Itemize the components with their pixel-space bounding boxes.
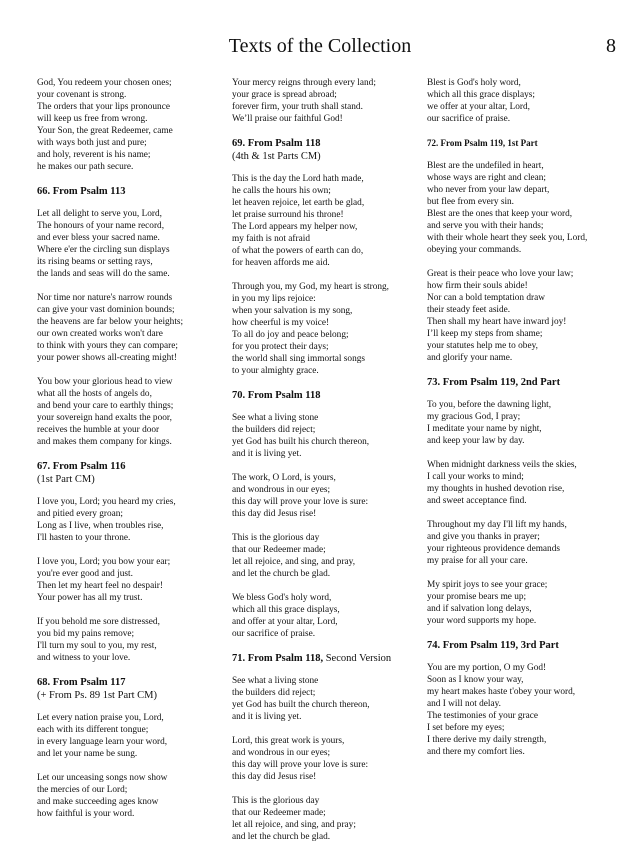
column-1 [37, 77, 222, 832]
verse-line: the builders did reject; [232, 425, 316, 435]
verse-line: my thoughts in hushed devotion rise, [427, 484, 565, 494]
verse-line: and I will not delay. [427, 699, 502, 709]
verse-line: and offer at your altar, Lord, [232, 617, 338, 627]
verse-line: and it is living yet. [232, 712, 302, 722]
hymn-section [37, 460, 222, 664]
section-subheading: (+ From Ps. 89 1st Part CM) [37, 690, 157, 701]
stanza [232, 795, 422, 843]
section-heading [427, 137, 627, 150]
verse-line: you're ever good and just. [37, 569, 133, 579]
verse-line: you bid my pains remove; [37, 629, 135, 639]
verse-line: for you protect their days; [232, 342, 329, 352]
verse-line: and pitied every groan; [37, 509, 123, 519]
verse-line: your righteous providence demands [427, 544, 560, 554]
hymn-section [232, 137, 422, 377]
verse-line: the builders did reject; [232, 688, 316, 698]
section-heading-bold: 68. From Psalm 117 [37, 677, 126, 688]
section-heading-bold: 71. From Psalm 118, [232, 653, 324, 664]
hymn-section [37, 676, 222, 820]
stanza [232, 472, 422, 520]
verse-line: and sweet acceptance find. [427, 496, 527, 506]
verse-line: We’ll praise our faithful God! [232, 114, 343, 124]
verse-line: our own created works won't dare [37, 329, 163, 339]
verse-line: your grace is spread abroad; [232, 90, 337, 100]
hymn-section [232, 652, 422, 843]
verse-line: and let the church be glad. [232, 832, 331, 842]
verse-line: Great is their peace who love your law; [427, 269, 574, 279]
verse-line: The orders that your lips pronounce [37, 102, 170, 112]
verse-line: how faithful is your word. [37, 809, 135, 819]
verse-line: that our Redeemer made; [232, 808, 326, 818]
section-heading-bold: 67. From Psalm 116 [37, 461, 126, 472]
section-body [232, 412, 422, 640]
section-body [427, 662, 627, 758]
verse-line: and wondrous in our eyes; [232, 485, 331, 495]
verse-line: and if salvation long delays, [427, 604, 532, 614]
hymn-section [427, 137, 627, 364]
verse-line: Let all delight to serve you, Lord, [37, 209, 162, 219]
verse-line: the lands and seas will do the same. [37, 269, 170, 279]
verse-line: but flee from every sin. [427, 197, 514, 207]
hymn-section [427, 376, 627, 627]
stanza [37, 712, 222, 760]
stanza [37, 292, 222, 364]
verse-line: and give you thanks in prayer; [427, 532, 540, 542]
section-body [232, 173, 422, 377]
verse-line: You are my portion, O my God! [427, 663, 547, 673]
verse-line: and let the church be glad. [232, 569, 331, 579]
verse-line: in you my lips rejoice: [232, 294, 316, 304]
verse-line: See what a living stone [232, 413, 319, 423]
verse-line: and ever bless your sacred name. [37, 233, 160, 243]
verse-line: The work, O Lord, is yours, [232, 473, 336, 483]
verse-line: this day did Jesus rise! [232, 772, 317, 782]
verse-line: and make succeeding ages know [37, 797, 159, 807]
stanza [427, 662, 627, 758]
section-body [37, 712, 222, 820]
verse-line: and wondrous in our eyes; [232, 748, 331, 758]
verse-line: our sacrifice of praise. [232, 629, 316, 639]
page-title: Texts of the Collection [228, 35, 412, 57]
verse-line: I'll turn my soul to you, my rest, [37, 641, 157, 651]
verse-line: which all this grace displays, [232, 605, 340, 615]
verse-line: this day will prove your love is sure: [232, 760, 369, 770]
verse-line: Blest is God's holy word, [427, 78, 521, 88]
verse-line: Soon as I know your way, [427, 675, 524, 685]
stanza [37, 376, 222, 448]
stanza [232, 281, 422, 377]
verse-line: your covenant is strong. [37, 90, 127, 100]
verse-line: which all this grace displays; [427, 90, 535, 100]
verse-line: how cheerful is my voice! [232, 318, 330, 328]
verse-line: Lord, this great work is yours, [232, 736, 345, 746]
section-heading [232, 652, 422, 665]
verse-line: and witness to your love. [37, 653, 131, 663]
verse-line: let all rejoice, and sing, and pray, [232, 557, 356, 567]
verse-line: and keep your law by day. [427, 436, 525, 446]
verse-line: Let our unceasing songs now show [37, 773, 168, 783]
section-heading-bold: 70. From Psalm 118 [232, 390, 321, 401]
verse-line: I'll hasten to your throne. [37, 533, 131, 543]
verse-line: and holy, reverent is his name; [37, 150, 151, 160]
stanza [232, 735, 422, 783]
verse-line: Throughout my day I'll lift my hands, [427, 520, 567, 530]
verse-line: I’ll keep my steps from shame; [427, 329, 543, 339]
verse-line: Where e'er the circling sun displays [37, 245, 170, 255]
section-body [37, 496, 222, 664]
section-subheading: (1st Part CM) [37, 474, 95, 485]
verse-line: your power shows all-creating might! [37, 353, 177, 363]
verse-line: with their whole heart they seek you, Lord, [427, 233, 588, 243]
verse-line: whose ways are right and clean; [427, 173, 547, 183]
stanza [37, 772, 222, 820]
stanza [427, 77, 627, 125]
verse-line: Nor can a bold temptation draw [427, 293, 545, 303]
section-heading [37, 676, 222, 689]
verse-line: and let your name be sung. [37, 749, 138, 759]
section-heading [232, 137, 422, 150]
verse-line: This is the glorious day [232, 533, 320, 543]
verse-line: of what the powers of earth can do, [232, 246, 364, 256]
verse-line: to think with yours they can compare; [37, 341, 178, 351]
verse-line: You bow your glorious head to view [37, 377, 173, 387]
stanza [37, 208, 222, 280]
section-subheading: (4th & 1st Parts CM) [232, 151, 321, 162]
verse-line: he calls the hours his own; [232, 186, 331, 196]
stanza [37, 496, 222, 544]
stanza [232, 173, 422, 269]
verse-line: our sacrifice of praise. [427, 114, 511, 124]
verse-line: Then let my heart feel no despair! [37, 581, 163, 591]
verse-line: he makes our path secure. [37, 162, 134, 172]
stanza [427, 519, 627, 567]
hymn-section [37, 185, 222, 448]
verse-line: When midnight darkness veils the skies, [427, 460, 577, 470]
section-body [232, 675, 422, 843]
verse-line: its rising beams or setting rays, [37, 257, 153, 267]
verse-line: this day did Jesus rise! [232, 509, 317, 519]
verse-line: what all the hosts of angels do, [37, 389, 152, 399]
section-body [427, 160, 627, 364]
stanza [232, 532, 422, 580]
verse-line: yet God has built the church thereon, [232, 700, 370, 710]
stanza [37, 616, 222, 664]
verse-line: This is the glorious day [232, 796, 320, 806]
verse-line: we offer at your altar, Lord, [427, 102, 530, 112]
stanza [232, 77, 422, 125]
section-heading [37, 460, 222, 473]
verse-line: The testimonies of your grace [427, 711, 539, 721]
section-heading [37, 185, 222, 198]
verse-line: and bend your care to earthly things; [37, 401, 174, 411]
verse-line: My spirit joys to see your grace; [427, 580, 548, 590]
verse-line: let all rejoice, and sing, and pray; [232, 820, 356, 830]
stanza [427, 268, 627, 364]
verse-line: my gracious God, I pray; [427, 412, 521, 422]
section-heading [427, 376, 627, 389]
stanza [232, 675, 422, 723]
verse-line: and glorify your name. [427, 353, 513, 363]
verse-line: your promise bears me up; [427, 592, 527, 602]
verse-line: my praise for all your care. [427, 556, 528, 566]
verse-line: and makes them company for kings. [37, 437, 172, 447]
verse-line: and it is living yet. [232, 449, 302, 459]
verse-line: Your Son, the great Redeemer, came [37, 126, 173, 136]
verse-line: with ways both just and pure; [37, 138, 147, 148]
section-heading [232, 389, 422, 402]
page-number: 8 [606, 35, 616, 57]
verse-line: I call your works to mind; [427, 472, 524, 482]
verse-line: Your mercy reigns through every land; [232, 78, 376, 88]
hymn-section [427, 639, 627, 758]
verse-line: your word supports my hope. [427, 616, 537, 626]
verse-line: that our Redeemer made; [232, 545, 326, 555]
verse-line: the mercies of our Lord; [37, 785, 128, 795]
verse-line: See what a living stone [232, 676, 319, 686]
verse-line: The honours of your name record, [37, 221, 165, 231]
column-3 [427, 77, 627, 770]
verse-line: Blest are the undefiled in heart, [427, 161, 544, 171]
verse-line: and there my comfort lies. [427, 747, 525, 757]
verse-line: your statutes help me to obey, [427, 341, 538, 351]
verse-line: in every language learn your word, [37, 737, 168, 747]
section-heading-bold: 69. From Psalm 118 [232, 138, 321, 149]
stanza [427, 160, 627, 256]
section-heading-bold: 72. From Psalm 119, 1st Part [427, 138, 538, 148]
verse-line: Your power has all my trust. [37, 593, 143, 603]
section-heading-bold: 73. From Psalm 119, 2nd Part [427, 377, 561, 388]
verse-line: I set before my eyes; [427, 723, 505, 733]
verse-line: how firm their souls abide! [427, 281, 528, 291]
verse-line: If you behold me sore distressed, [37, 617, 160, 627]
verse-line: can give your vast dominion bounds; [37, 305, 175, 315]
verse-line: who never from your law depart, [427, 185, 550, 195]
verse-line: I love you, Lord; you bow your ear; [37, 557, 171, 567]
verse-line: Blest are the ones that keep your word, [427, 209, 573, 219]
verse-line: the world shall sing immortal songs [232, 354, 365, 364]
verse-line: let heaven rejoice, let earth be glad, [232, 198, 365, 208]
verse-line: To you, before the dawning light, [427, 400, 552, 410]
verse-line: my faith is not afraid [232, 234, 310, 244]
verse-line: God, You redeem your chosen ones; [37, 78, 172, 88]
stanza [37, 77, 222, 173]
verse-line: when your salvation is my song, [232, 306, 353, 316]
verse-line: let praise surround his throne! [232, 210, 344, 220]
verse-line: Then shall my heart have inward joy! [427, 317, 567, 327]
stanza [37, 556, 222, 604]
verse-line: will keep us free from wrong. [37, 114, 148, 124]
section-heading [427, 639, 627, 652]
verse-line: Through you, my God, my heart is strong, [232, 282, 389, 292]
verse-line: the heavens are far below your heights; [37, 317, 184, 327]
stanza [427, 579, 627, 627]
verse-line: each with its different tongue; [37, 725, 149, 735]
section-heading-bold: 66. From Psalm 113 [37, 186, 126, 197]
column-2 [232, 77, 422, 855]
verse-line: your sovereign hand exalts the poor, [37, 413, 172, 423]
stanza [232, 592, 422, 640]
verse-line: obeying your commands. [427, 245, 522, 255]
section-body [37, 208, 222, 448]
section-heading-extra: Second Version [323, 653, 392, 664]
verse-line: for heaven affords me aid. [232, 258, 330, 268]
verse-line: To all do joy and peace belong; [232, 330, 349, 340]
verse-line: The Lord appears my helper now, [232, 222, 358, 232]
stanza [427, 459, 627, 507]
section-body [427, 399, 627, 627]
verse-line: to your almighty grace. [232, 366, 319, 376]
verse-line: I meditate your name by night, [427, 424, 542, 434]
verse-line: yet God has built his church thereon, [232, 437, 370, 447]
verse-line: I love you, Lord; you heard my cries, [37, 497, 176, 507]
stanza [427, 399, 627, 447]
verse-line: this day will prove your love is sure: [232, 497, 369, 507]
verse-line: Nor time nor nature's narrow rounds [37, 293, 173, 303]
verse-line: my heart makes haste t'obey your word, [427, 687, 576, 697]
verse-line: I there derive my daily strength, [427, 735, 547, 745]
section-heading-bold: 74. From Psalm 119, 3rd Part [427, 640, 559, 651]
verse-line: forever firm, your truth shall stand. [232, 102, 363, 112]
verse-line: This is the day the Lord hath made, [232, 174, 364, 184]
verse-line: Long as I live, when troubles rise, [37, 521, 164, 531]
stanza [232, 412, 422, 460]
verse-line: Let every nation praise you, Lord, [37, 713, 164, 723]
hymn-section [232, 389, 422, 640]
verse-line: receives the humble at your door [37, 425, 160, 435]
verse-line: We bless God's holy word, [232, 593, 332, 603]
verse-line: and serve you with their hands; [427, 221, 544, 231]
verse-line: their steady feet aside. [427, 305, 511, 315]
